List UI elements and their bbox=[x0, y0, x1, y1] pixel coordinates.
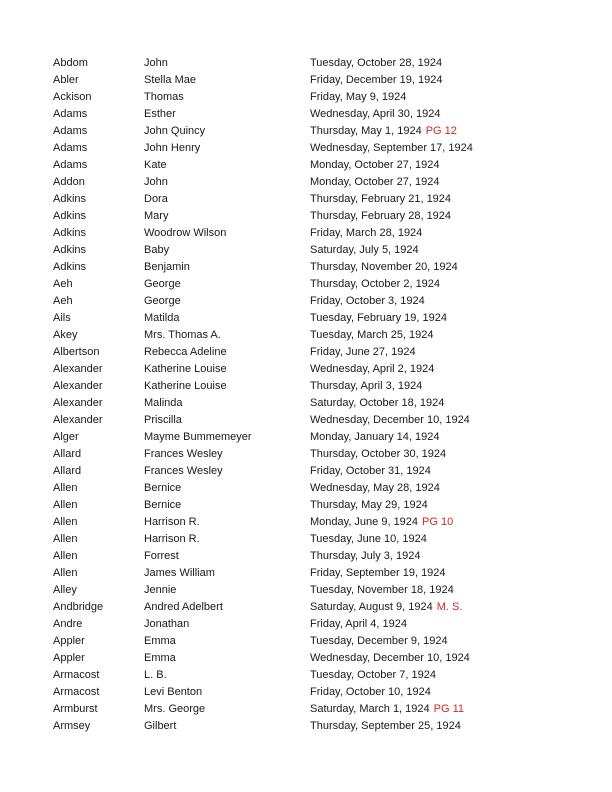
record-date: Friday, June 27, 1924 bbox=[310, 346, 416, 358]
record-first-name: Katherine Louise bbox=[144, 380, 227, 392]
record-date-cell bbox=[310, 718, 593, 735]
record-first-name: Woodrow Wilson bbox=[144, 227, 227, 239]
record-date: Tuesday, February 19, 1924 bbox=[310, 312, 447, 324]
record-date: Thursday, October 30, 1924 bbox=[310, 448, 447, 460]
record-date: Wednesday, May 28, 1924 bbox=[310, 482, 440, 494]
record-date-cell bbox=[310, 293, 593, 310]
record-note: M. S. bbox=[436, 601, 463, 613]
record-first-name: George bbox=[144, 278, 181, 290]
record-last-name: Allen bbox=[53, 533, 78, 545]
record-date: Monday, October 27, 1924 bbox=[310, 176, 440, 188]
record-date-cell bbox=[310, 446, 593, 463]
record-last-name: Aeh bbox=[53, 278, 73, 290]
record-first-name: Forrest bbox=[144, 550, 179, 562]
record-date-cell bbox=[310, 633, 593, 650]
record-row bbox=[53, 72, 593, 89]
record-row bbox=[53, 55, 593, 72]
record-date: Friday, October 31, 1924 bbox=[310, 465, 431, 477]
record-last-name: Andbridge bbox=[53, 601, 104, 613]
record-date-cell bbox=[310, 157, 593, 174]
record-first-name: Mary bbox=[144, 210, 169, 222]
record-row bbox=[53, 327, 593, 344]
record-date: Friday, April 4, 1924 bbox=[310, 618, 408, 630]
record-first-name: Mrs. Thomas A. bbox=[144, 329, 221, 341]
record-first-name: Thomas bbox=[144, 91, 184, 103]
record-row bbox=[53, 463, 593, 480]
record-date: Saturday, August 9, 1924 bbox=[310, 601, 433, 613]
record-row bbox=[53, 497, 593, 514]
record-last-name: Appler bbox=[53, 635, 85, 647]
record-date-cell bbox=[310, 514, 593, 531]
record-first-name: Jonathan bbox=[144, 618, 190, 630]
record-first-name: Priscilla bbox=[144, 414, 182, 426]
record-first-name: Bernice bbox=[144, 499, 182, 511]
record-row bbox=[53, 276, 593, 293]
record-last-name: Alexander bbox=[53, 380, 103, 392]
record-date-cell bbox=[310, 684, 593, 701]
record-date-cell bbox=[310, 463, 593, 480]
record-last-name: Albertson bbox=[53, 346, 100, 358]
record-row bbox=[53, 548, 593, 565]
record-first-name: John Quincy bbox=[144, 125, 206, 137]
record-date-cell bbox=[310, 395, 593, 412]
record-date-cell bbox=[310, 412, 593, 429]
record-row bbox=[53, 701, 593, 718]
record-date-cell bbox=[310, 429, 593, 446]
record-date: Monday, January 14, 1924 bbox=[310, 431, 440, 443]
record-date: Wednesday, September 17, 1924 bbox=[310, 142, 473, 154]
record-last-name: Ackison bbox=[53, 91, 92, 103]
record-date-cell bbox=[310, 276, 593, 293]
record-date: Saturday, March 1, 1924 bbox=[310, 703, 430, 715]
record-row bbox=[53, 446, 593, 463]
record-first-name: Stella Mae bbox=[144, 74, 196, 86]
record-row bbox=[53, 633, 593, 650]
record-row bbox=[53, 140, 593, 157]
record-date-cell bbox=[310, 174, 593, 191]
record-last-name: Alley bbox=[53, 584, 77, 596]
record-row bbox=[53, 242, 593, 259]
record-last-name: Allard bbox=[53, 465, 82, 477]
record-date-cell bbox=[310, 616, 593, 633]
record-date: Friday, December 19, 1924 bbox=[310, 74, 443, 86]
record-row bbox=[53, 718, 593, 735]
record-last-name: Alexander bbox=[53, 414, 103, 426]
record-row bbox=[53, 667, 593, 684]
record-date: Thursday, February 28, 1924 bbox=[310, 210, 452, 222]
record-date: Friday, March 28, 1924 bbox=[310, 227, 423, 239]
record-date-cell bbox=[310, 582, 593, 599]
record-first-name: Gilbert bbox=[144, 720, 177, 732]
record-date-cell bbox=[310, 361, 593, 378]
records-list bbox=[53, 55, 593, 735]
record-date-cell bbox=[310, 650, 593, 667]
record-row bbox=[53, 191, 593, 208]
record-date: Thursday, May 1, 1924 bbox=[310, 125, 422, 137]
record-row bbox=[53, 310, 593, 327]
record-first-name: Harrison R. bbox=[144, 533, 200, 545]
record-first-name: Frances Wesley bbox=[144, 448, 223, 460]
record-last-name: Adkins bbox=[53, 193, 87, 205]
record-date: Friday, May 9, 1924 bbox=[310, 91, 407, 103]
record-last-name: Adams bbox=[53, 159, 88, 171]
record-row bbox=[53, 361, 593, 378]
record-row bbox=[53, 395, 593, 412]
record-date-cell bbox=[310, 599, 593, 616]
record-date: Friday, October 3, 1924 bbox=[310, 295, 425, 307]
record-row bbox=[53, 582, 593, 599]
record-date: Wednesday, April 30, 1924 bbox=[310, 108, 441, 120]
record-first-name: Dora bbox=[144, 193, 168, 205]
record-row bbox=[53, 344, 593, 361]
record-first-name: John bbox=[144, 176, 168, 188]
record-last-name: Abdom bbox=[53, 57, 88, 69]
record-last-name: Adkins bbox=[53, 210, 87, 222]
record-date-cell bbox=[310, 480, 593, 497]
record-date-cell bbox=[310, 344, 593, 361]
record-date: Thursday, September 25, 1924 bbox=[310, 720, 461, 732]
record-note: PG 11 bbox=[433, 703, 465, 715]
record-date-cell bbox=[310, 701, 593, 718]
record-row bbox=[53, 259, 593, 276]
record-last-name: Allen bbox=[53, 482, 78, 494]
record-first-name: Katherine Louise bbox=[144, 363, 227, 375]
record-date: Tuesday, December 9, 1924 bbox=[310, 635, 448, 647]
record-row bbox=[53, 514, 593, 531]
record-first-name: Jennie bbox=[144, 584, 177, 596]
record-last-name: Armacost bbox=[53, 686, 100, 698]
record-first-name: Mrs. George bbox=[144, 703, 206, 715]
record-date-cell bbox=[310, 191, 593, 208]
record-last-name: Andre bbox=[53, 618, 83, 630]
record-first-name: L. B. bbox=[144, 669, 167, 681]
record-date-cell bbox=[310, 378, 593, 395]
record-first-name: Bernice bbox=[144, 482, 182, 494]
record-date: Friday, September 19, 1924 bbox=[310, 567, 446, 579]
record-first-name: Matilda bbox=[144, 312, 180, 324]
record-row bbox=[53, 106, 593, 123]
record-date: Thursday, November 20, 1924 bbox=[310, 261, 458, 273]
record-first-name: Malinda bbox=[144, 397, 183, 409]
record-date: Monday, June 9, 1924 bbox=[310, 516, 419, 528]
record-last-name: Allen bbox=[53, 499, 78, 511]
record-last-name: Ails bbox=[53, 312, 71, 324]
record-row bbox=[53, 208, 593, 225]
record-date-cell bbox=[310, 242, 593, 259]
record-last-name: Armacost bbox=[53, 669, 100, 681]
record-last-name: Adams bbox=[53, 108, 88, 120]
record-last-name: Alexander bbox=[53, 363, 103, 375]
record-date-cell bbox=[310, 106, 593, 123]
record-first-name: Benjamin bbox=[144, 261, 190, 273]
record-first-name: Frances Wesley bbox=[144, 465, 223, 477]
record-date: Thursday, May 29, 1924 bbox=[310, 499, 428, 511]
record-row bbox=[53, 412, 593, 429]
record-date-cell bbox=[310, 72, 593, 89]
record-row bbox=[53, 123, 593, 140]
record-date: Wednesday, April 2, 1924 bbox=[310, 363, 435, 375]
record-date: Thursday, February 21, 1924 bbox=[310, 193, 452, 205]
record-first-name: Harrison R. bbox=[144, 516, 200, 528]
record-row bbox=[53, 531, 593, 548]
record-first-name: John Henry bbox=[144, 142, 201, 154]
record-first-name: Emma bbox=[144, 635, 176, 647]
record-first-name: Andred Adelbert bbox=[144, 601, 223, 613]
record-note: PG 10 bbox=[422, 516, 454, 528]
record-row bbox=[53, 480, 593, 497]
record-date: Thursday, October 2, 1924 bbox=[310, 278, 441, 290]
record-row bbox=[53, 684, 593, 701]
record-row bbox=[53, 429, 593, 446]
record-date-cell bbox=[310, 89, 593, 106]
record-date: Saturday, July 5, 1924 bbox=[310, 244, 419, 256]
record-date-cell bbox=[310, 667, 593, 684]
record-date-cell bbox=[310, 140, 593, 157]
record-date-cell bbox=[310, 548, 593, 565]
record-last-name: Armburst bbox=[53, 703, 98, 715]
record-last-name: Allen bbox=[53, 516, 78, 528]
record-last-name: Adkins bbox=[53, 227, 87, 239]
record-note: PG 12 bbox=[425, 125, 457, 137]
record-first-name: James William bbox=[144, 567, 215, 579]
record-row bbox=[53, 174, 593, 191]
record-date: Friday, October 10, 1924 bbox=[310, 686, 431, 698]
record-first-name: George bbox=[144, 295, 181, 307]
record-date-cell bbox=[310, 55, 593, 72]
record-row bbox=[53, 293, 593, 310]
record-date: Tuesday, June 10, 1924 bbox=[310, 533, 427, 545]
record-row bbox=[53, 650, 593, 667]
record-date: Wednesday, December 10, 1924 bbox=[310, 414, 470, 426]
record-last-name: Akey bbox=[53, 329, 78, 341]
record-date-cell bbox=[310, 123, 593, 140]
record-row bbox=[53, 378, 593, 395]
record-first-name: Kate bbox=[144, 159, 167, 171]
record-date-cell bbox=[310, 259, 593, 276]
record-last-name: Adams bbox=[53, 125, 88, 137]
record-first-name: Mayme Bummemeyer bbox=[144, 431, 252, 443]
record-first-name: Rebecca Adeline bbox=[144, 346, 227, 358]
record-last-name: Adams bbox=[53, 142, 88, 154]
record-first-name: Emma bbox=[144, 652, 176, 664]
record-date-cell bbox=[310, 497, 593, 514]
record-date-cell bbox=[310, 327, 593, 344]
record-row bbox=[53, 89, 593, 106]
record-last-name: Adkins bbox=[53, 261, 87, 273]
record-date: Thursday, April 3, 1924 bbox=[310, 380, 423, 392]
record-last-name: Allard bbox=[53, 448, 82, 460]
record-row bbox=[53, 616, 593, 633]
record-row bbox=[53, 225, 593, 242]
record-first-name: Levi Benton bbox=[144, 686, 203, 698]
record-first-name: John bbox=[144, 57, 168, 69]
record-date: Tuesday, November 18, 1924 bbox=[310, 584, 454, 596]
record-last-name: Armsey bbox=[53, 720, 91, 732]
record-row bbox=[53, 565, 593, 582]
record-date: Tuesday, October 28, 1924 bbox=[310, 57, 443, 69]
record-last-name: Adkins bbox=[53, 244, 87, 256]
record-date-cell bbox=[310, 310, 593, 327]
record-last-name: Allen bbox=[53, 550, 78, 562]
record-date: Tuesday, October 7, 1924 bbox=[310, 669, 436, 681]
record-last-name: Alger bbox=[53, 431, 79, 443]
record-date: Monday, October 27, 1924 bbox=[310, 159, 440, 171]
record-first-name: Baby bbox=[144, 244, 170, 256]
record-date: Saturday, October 18, 1924 bbox=[310, 397, 445, 409]
record-date-cell bbox=[310, 208, 593, 225]
record-last-name: Abler bbox=[53, 74, 79, 86]
record-date-cell bbox=[310, 565, 593, 582]
record-date: Tuesday, March 25, 1924 bbox=[310, 329, 434, 341]
record-first-name: Esther bbox=[144, 108, 176, 120]
record-last-name: Aeh bbox=[53, 295, 73, 307]
record-date: Thursday, July 3, 1924 bbox=[310, 550, 421, 562]
record-last-name: Appler bbox=[53, 652, 85, 664]
record-row bbox=[53, 599, 593, 616]
record-date-cell bbox=[310, 531, 593, 548]
record-date: Wednesday, December 10, 1924 bbox=[310, 652, 470, 664]
record-row bbox=[53, 157, 593, 174]
record-last-name: Allen bbox=[53, 567, 78, 579]
record-last-name: Addon bbox=[53, 176, 85, 188]
record-date-cell bbox=[310, 225, 593, 242]
record-last-name: Alexander bbox=[53, 397, 103, 409]
